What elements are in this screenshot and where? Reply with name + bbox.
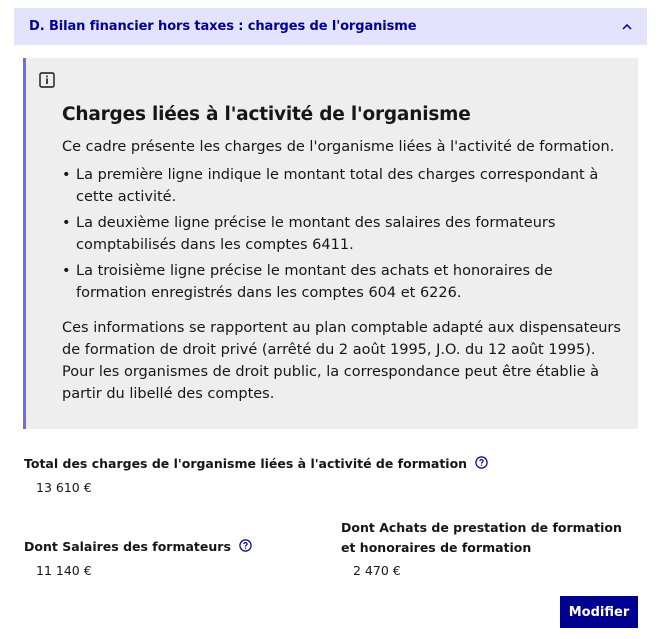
total-charges-label bbox=[24, 454, 488, 474]
accordion-header-bilan-financier[interactable] bbox=[14, 8, 647, 45]
achats-prestation-label: Dont Achats de prestation de formation et honoraires de formation bbox=[341, 520, 622, 555]
total-charges-label-text: Total des charges de l'organisme liées à l'activité de formation bbox=[24, 456, 468, 471]
salaires-formateurs-label bbox=[24, 537, 252, 557]
callout-bullet-item: • La deuxième ligne précise le montant des salaires des formateurs comptabilisés dans les comptes 6411. bbox=[62, 212, 622, 256]
info-callout bbox=[23, 58, 638, 429]
question-circle-icon[interactable] bbox=[475, 455, 488, 468]
callout-title: Charges liées à l'activité de l'organisme bbox=[62, 104, 471, 125]
salaires-formateurs-label-text: Dont Salaires des formateurs bbox=[24, 539, 231, 554]
question-circle-icon[interactable] bbox=[239, 538, 252, 551]
total-charges-value: 13 610 € bbox=[36, 480, 92, 495]
salaires-formateurs-value: 11 140 € bbox=[36, 563, 92, 578]
callout-bullet-list bbox=[62, 164, 622, 304]
callout-intro: Ce cadre présente les charges de l'organisme liées à l'activité de formation. bbox=[62, 139, 615, 155]
callout-bullet-item: • La première ligne indique le montant total des charges correspondant à cette activité. bbox=[62, 164, 622, 208]
callout-bullet-item: • La troisième ligne précise le montant des achats et honoraires de formation enregistrés dans les comptes 604 et 6226. bbox=[62, 260, 622, 304]
callout-note: Ces informations se rapportent au plan comptable adapté aux dispensateurs de formation de droit privé (arrêté du 2 août 1995, J.O. du 12 août 1995). Pour les organismes de droit public, la correspondance peut être établie à partir du libellé des comptes. bbox=[62, 320, 621, 402]
achats-prestation-value: 2 470 € bbox=[353, 563, 401, 578]
chevron-up-icon[interactable] bbox=[621, 21, 633, 33]
info-icon bbox=[39, 72, 55, 88]
callout-body bbox=[62, 136, 622, 411]
modify-button[interactable]: Modifier bbox=[560, 596, 638, 628]
accordion-title: D. Bilan financier hors taxes : charges de l'organisme bbox=[29, 19, 417, 34]
